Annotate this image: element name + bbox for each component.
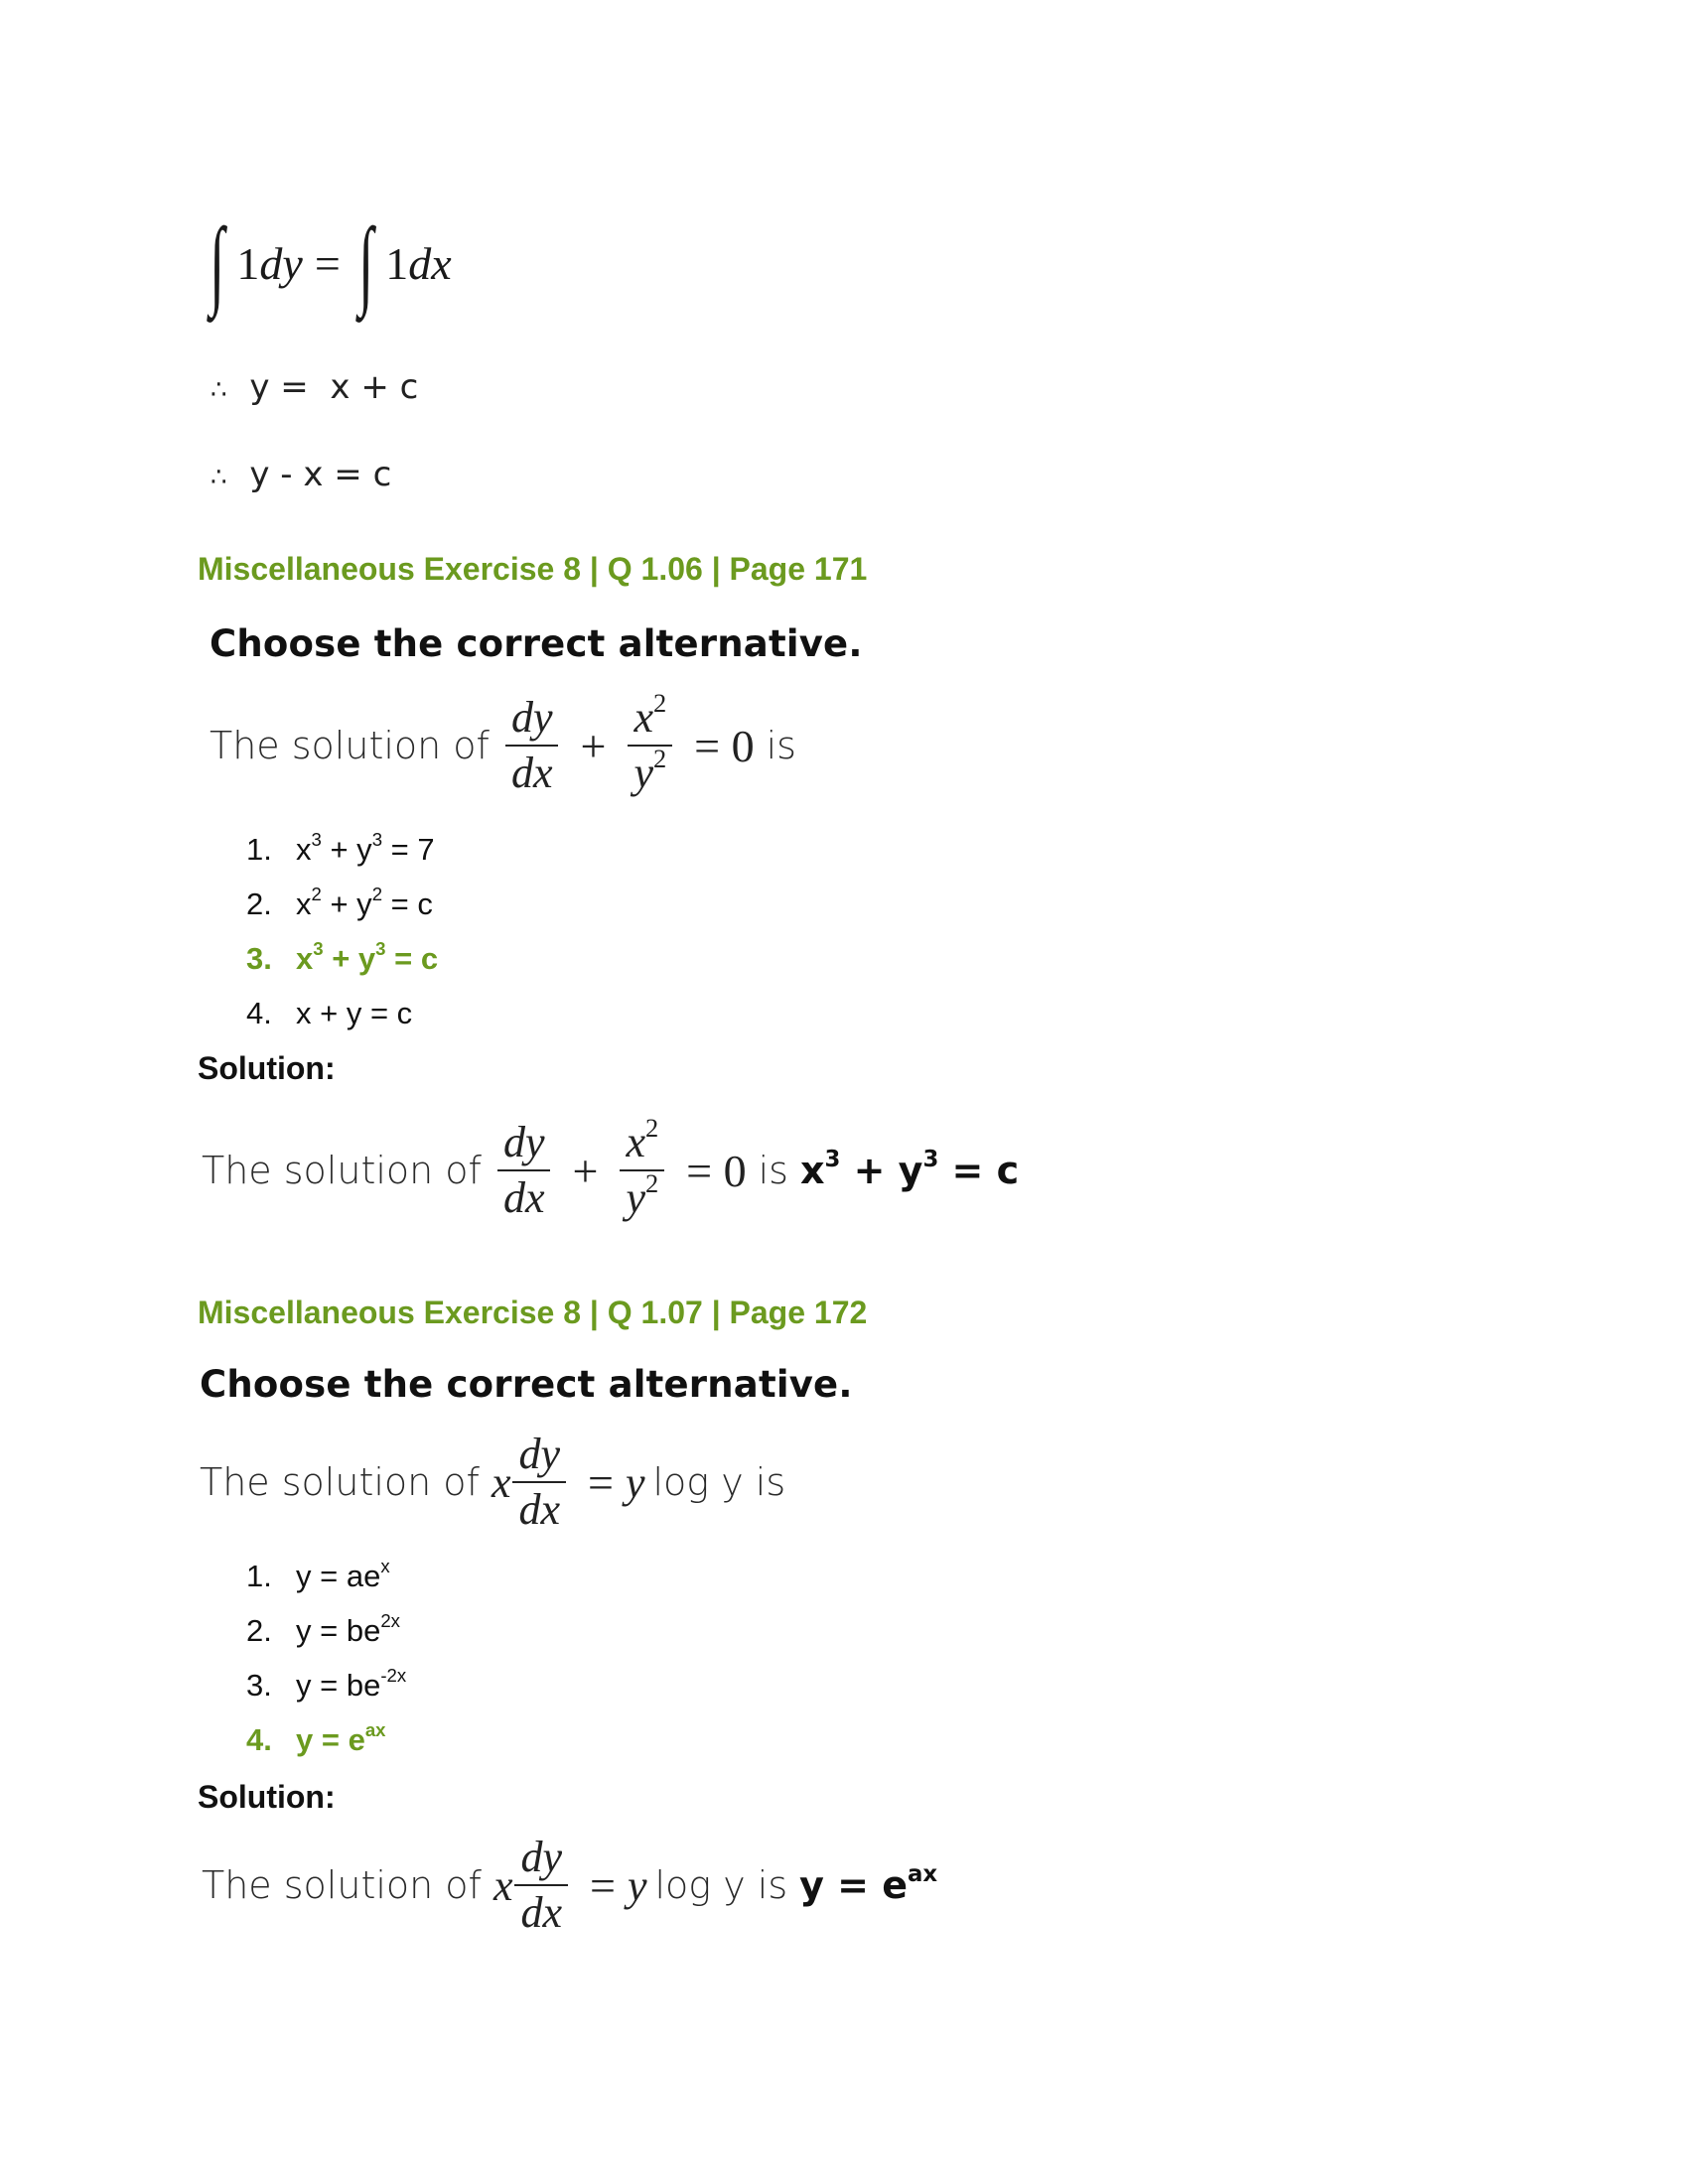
option-text: $y = be^{-2x}$ [296,1665,407,1703]
option-number: 2. [246,1613,272,1648]
question-heading: Miscellaneous Exercise 8 | Q 1.07 | Page 172 [198,1295,868,1330]
left-integrand: 1 [236,237,260,289]
option-number: 4. [246,996,272,1030]
left-differential: dy [259,237,303,289]
prompt-prefix: The solution of [200,1460,480,1505]
option-number: 3. [246,1668,272,1703]
plus-sign: + [580,720,607,771]
option-number: 1. [246,832,272,867]
integral-equation [204,207,452,318]
fraction-dy-dx [514,1835,568,1936]
right-differential: dx [408,237,452,289]
instruction: Choose the correct alternative. [210,622,863,665]
option-number: 1. [246,1559,272,1593]
plus-sign: + [572,1145,599,1196]
option-3[interactable] [246,1665,407,1722]
option-text: $y = ae^x$ [296,1556,390,1593]
denominator: dx [510,749,553,798]
option-1[interactable] [246,829,438,887]
equals-sign: = [590,1859,616,1911]
equals-sign: = [588,1456,614,1508]
equals-sign: = [314,237,341,289]
option-text: x + y = c [296,996,413,1030]
exponent: 2 [652,744,667,774]
option-4-correct[interactable] [246,1719,406,1777]
equals-zero: = 0 [686,1145,747,1196]
option-text: $y = e^{ax}$ [296,1719,386,1757]
option-text: $x^3 + y^3 = c$ [296,938,439,976]
fraction-x2-y2 [628,688,672,798]
rhs-text: log y is [654,1863,788,1908]
fraction-dy-dx [505,695,559,796]
denominator-base: y [633,749,653,798]
numerator: dy [512,1432,566,1483]
integral-sign: ∫ [357,207,374,318]
fraction-dy-dx [512,1432,566,1533]
option-text: $x^3 + y^3 = 7$ [296,829,435,867]
numerator: dy [505,695,559,747]
numerator: dy [497,1120,551,1171]
right-integrand: 1 [385,237,409,289]
option-2[interactable] [246,884,438,941]
prompt-suffix: is [766,724,796,768]
step-1 [211,367,418,407]
instruction: Choose the correct alternative. [200,1363,853,1406]
solution-answer: $y = e^{ax}$ [799,1861,938,1908]
option-number: 4. [246,1722,272,1757]
exponent: 2 [652,688,667,719]
solution-statement [202,1113,1020,1223]
fraction-x2-y2 [620,1113,664,1223]
question-prompt [210,688,796,798]
question-prompt [200,1432,785,1533]
option-text: $x^2 + y^2 = c$ [296,884,433,921]
option-text: $y = be^{2x}$ [296,1610,400,1648]
option-3-correct[interactable] [246,938,439,996]
equals-zero: = 0 [694,720,755,771]
denominator [628,744,672,798]
integral-sign: ∫ [210,207,225,318]
prompt-prefix: The solution of [210,724,490,768]
option-2[interactable] [246,1610,406,1668]
solution-label: Solution: [198,1050,336,1086]
options-list [246,829,439,1050]
option-number: 2. [246,887,272,921]
options-list [246,1556,407,1777]
numerator: $x^2$ [620,1120,664,1171]
solution-statement [202,1835,937,1936]
question-heading: Miscellaneous Exercise 8 | Q 1.06 | Page 171 [198,551,868,587]
therefore-symbol: ∴ [211,463,227,492]
numerator: dy [514,1835,568,1886]
denominator: $y^2$ [626,1168,659,1223]
option-1[interactable] [246,1556,406,1613]
solution-prefix: The solution of [202,1149,482,1193]
solution-prefix: The solution of [202,1863,482,1908]
is-text: is [758,1149,788,1193]
rhs-text: log y is [652,1460,786,1505]
fraction-dy-dx [497,1120,551,1221]
coefficient-x: x [491,1457,511,1507]
numerator-base: x [633,693,653,742]
denominator: dx [520,1888,563,1938]
denominator: dx [502,1173,545,1223]
therefore-symbol: ∴ [211,375,227,405]
option-4[interactable] [246,996,438,1050]
step-text: y - x = c [249,455,392,494]
rhs-variable: y [625,1457,645,1507]
step-text: y = x + c [249,367,419,407]
step-2 [211,455,391,494]
denominator: dx [518,1485,561,1535]
solution-label: Solution: [198,1779,336,1815]
coefficient-x: x [492,1860,513,1910]
option-number: 3. [246,941,272,976]
rhs-variable: y [627,1860,647,1910]
solution-answer: $x^3 + y^3 = c$ [799,1147,1020,1193]
numerator [628,688,672,747]
